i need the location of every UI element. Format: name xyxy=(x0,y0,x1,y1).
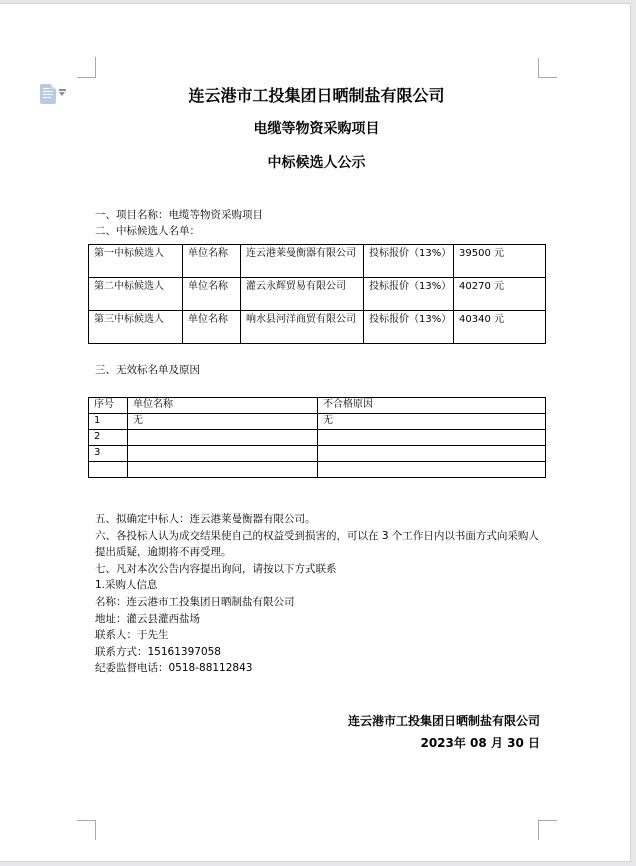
cell-reason xyxy=(318,462,546,478)
signature-company: 连云港市工投集团日晒制盐有限公司 xyxy=(347,714,540,728)
cell-reason: 无 xyxy=(318,414,546,430)
cell-reason xyxy=(318,430,546,446)
unit-name: 连云港莱曼衡器有限公司 xyxy=(241,245,364,278)
col-header-reason: 不合格原因 xyxy=(318,398,546,414)
cell-index: 3 xyxy=(89,446,128,462)
price-label: 投标报价（13%） xyxy=(364,278,454,311)
table-row xyxy=(89,430,546,446)
cell-unit: 无 xyxy=(128,414,318,430)
document-title-announcement: 中标候选人公示 xyxy=(267,155,366,171)
unit-label: 单位名称 xyxy=(183,278,241,311)
table-row xyxy=(89,278,546,311)
cell-unit xyxy=(128,430,318,446)
section-5-winner: 五、拟确定中标人：连云港莱曼衡器有限公司。 xyxy=(95,513,316,525)
document-title-project: 电缆等物资采购项目 xyxy=(253,121,380,137)
table-row xyxy=(89,462,546,478)
unit-label: 单位名称 xyxy=(183,245,241,278)
chevron-down-icon[interactable] xyxy=(58,89,67,97)
section-3-invalid-heading: 三、无效标名单及原因 xyxy=(95,364,200,376)
signature-date: 2023年 08 月 30 日 xyxy=(420,736,540,750)
candidate-rank: 第三中标候选人 xyxy=(89,311,183,344)
text-boundary-mark-top-right xyxy=(538,58,557,78)
candidate-table xyxy=(88,244,546,344)
text-boundary-mark-bottom-right xyxy=(538,820,557,840)
candidate-rank: 第二中标候选人 xyxy=(89,278,183,311)
cell-unit xyxy=(128,446,318,462)
price-value: 40340 元 xyxy=(454,311,546,344)
cell-index: 2 xyxy=(89,430,128,446)
cell-reason xyxy=(318,446,546,462)
purchaser-info-heading: 1.采购人信息 xyxy=(95,579,158,592)
supervision-phone: 纪委监督电话：0518-88112843 xyxy=(95,662,253,675)
purchaser-name: 名称：连云港市工投集团日晒制盐有限公司 xyxy=(95,595,295,608)
document-title-company: 连云港市工投集团日晒制盐有限公司 xyxy=(188,86,445,105)
contact-person: 联系人：于先生 xyxy=(95,629,169,642)
section-2-candidates-heading: 二、中标候选人名单： xyxy=(95,225,200,237)
price-label: 投标报价（13%） xyxy=(364,311,454,344)
body-paragraphs xyxy=(95,511,547,677)
contact-phone: 联系方式：15161397058 xyxy=(95,645,221,658)
section-6-objection: 六、各投标人认为成交结果使自己的权益受到损害的，可以在 3 个工作日内以书面方式向采购人提出质疑，逾期将不再受理。 xyxy=(95,529,539,559)
text-boundary-mark-top-left xyxy=(77,57,96,78)
cell-unit xyxy=(128,462,318,478)
table-row xyxy=(89,245,546,278)
table-row xyxy=(89,311,546,344)
candidate-rank: 第一中标候选人 xyxy=(89,245,183,278)
invalid-bid-table xyxy=(88,397,546,478)
text-boundary-mark-bottom-left xyxy=(77,820,96,840)
price-label: 投标报价（13%） xyxy=(364,245,454,278)
table-row xyxy=(89,446,546,462)
unit-label: 单位名称 xyxy=(183,311,241,344)
section-1-project-name: 一、项目名称：电缆等物资采购项目 xyxy=(95,209,263,221)
paste-options-button[interactable] xyxy=(39,84,67,106)
purchaser-address: 地址：灌云县灌西盐场 xyxy=(95,612,200,625)
price-value: 39500 元 xyxy=(454,245,546,278)
col-header-index: 序号 xyxy=(89,398,128,414)
table-header-row xyxy=(89,398,546,414)
unit-name: 响水县河洋商贸有限公司 xyxy=(241,311,364,344)
cell-index: 1 xyxy=(89,414,128,430)
table-row xyxy=(89,414,546,430)
unit-name: 灌云永辉贸易有限公司 xyxy=(241,278,364,311)
col-header-unit: 单位名称 xyxy=(128,398,318,414)
clipboard-paste-icon xyxy=(40,84,56,104)
price-value: 40270 元 xyxy=(454,278,546,311)
cell-index xyxy=(89,462,128,478)
section-7-contact-heading: 七、凡对本次公告内容提出询问，请按以下方式联系 xyxy=(95,562,337,575)
